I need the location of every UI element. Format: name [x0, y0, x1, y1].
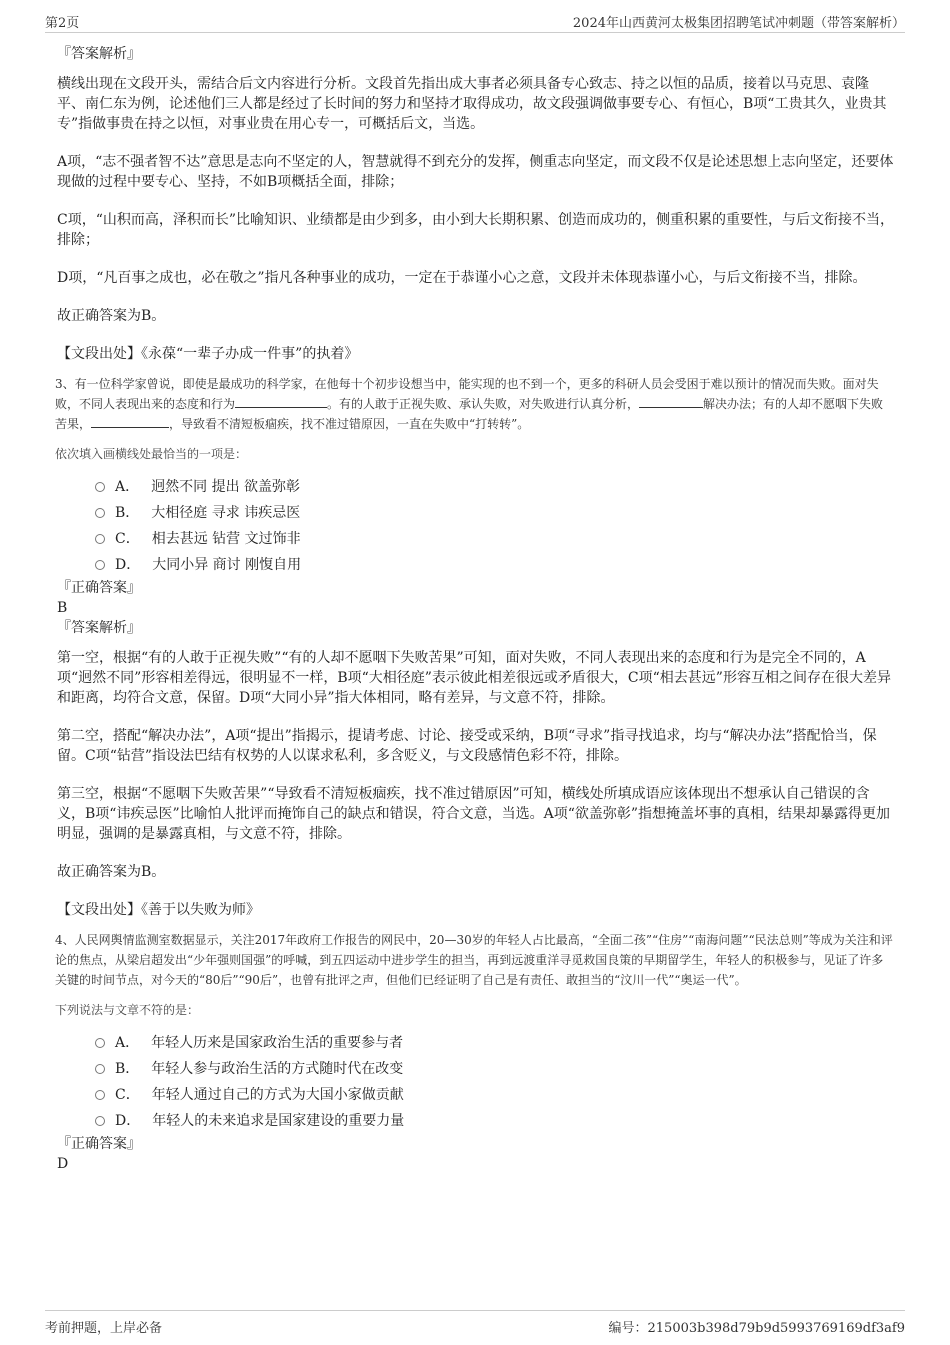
document-code: 编号：215003b398d79b9d5993769169df3af9 [608, 1321, 905, 1336]
correct-answer: D [57, 1156, 69, 1172]
document-title: 2024年山西黄河太极集团招聘笔试冲刺题（带答案解析） [572, 16, 905, 31]
page-footer [45, 1310, 905, 1341]
radio-icon[interactable] [95, 560, 105, 570]
source-citation: 【文段出处】《永葆“一辈子办成一件事”的执着》 [57, 346, 359, 362]
radio-icon[interactable] [95, 1116, 105, 1126]
page-number: 第2页 [45, 16, 80, 31]
radio-icon[interactable] [95, 534, 105, 544]
blank-3 [91, 415, 169, 428]
radio-icon[interactable] [95, 1064, 105, 1074]
conclusion: 故正确答案为B。 [57, 308, 166, 324]
question-4-prompt: 下列说法与文章不符的是： [55, 1003, 200, 1017]
option-c[interactable]: C． 相去甚远 钻营 文过饰非 [95, 526, 895, 552]
radio-icon[interactable] [95, 1090, 105, 1100]
analysis-paragraph: 第二空，搭配“解决办法”，A项“提出”指揭示，提请考虑、讨论、接受或采纳，B项“寻求”指寻找追求，均与“解决办法”搭配恰当，保留。C项“钻营”指设法巴结有权势的人以谋求私利，多含贬义，与文段感情色彩不符，排除。 [57, 728, 877, 764]
analysis-paragraph: 第三空，根据“不愿咽下失败苦果”“导致看不清短板痼疾，找不准过错原因”可知，横线处所填成语应该体现出不想承认自己错误的含义，B项“讳疾忌医”比喻怕人批评而掩饰自己的缺点和错误，符合文意，当选。A项“欲盖弥彰”指想掩盖坏事的真相，结果却暴露得更加明显，强调的是暴露真相，与文意不符，排除。 [57, 786, 891, 842]
analysis-paragraph: C项，“山积而高，泽积而长”比喻知识、业绩都是由少到多，由小到大长期积累、创造而成功的，侧重积累的重要性，与后文衔接不当，排除； [57, 212, 895, 248]
answer-label: 『正确答案』 [57, 580, 141, 596]
radio-icon[interactable] [95, 508, 105, 518]
question-4-options [95, 1030, 895, 1134]
blank-1 [235, 395, 327, 408]
answer-label: 『正确答案』 [57, 1136, 141, 1152]
option-b[interactable]: B． 年轻人参与政治生活的方式随时代在改变 [95, 1056, 895, 1082]
question-3-options [95, 474, 895, 578]
option-d[interactable]: D． 年轻人的未来追求是国家建设的重要力量 [95, 1108, 895, 1134]
analysis-paragraph: A项，“志不强者智不达”意思是志向不坚定的人，智慧就得不到充分的发挥，侧重志向坚定，而文段不仅是论述思想上志向坚定，还要体现做的过程中要专心、坚持，不如B项概括全面，排除； [57, 154, 894, 190]
option-b[interactable]: B． 大相径庭 寻求 讳疾忌医 [95, 500, 895, 526]
analysis-paragraph: D项，“凡百事之成也，必在敬之”指凡各种事业的成功，一定在于恭谨小心之意，文段并未体现恭谨小心，与后文衔接不当，排除。 [57, 270, 867, 286]
question-3-stem: 3、有一位科学家曾说，即使是最成功的科学家，在他每十个初步设想当中，能实现的也不到一个，更多的科研人员会受困于难以预计的情况而失败。面对失败，不同人表现出来的态度和行为 。有的人敢于正视失败、承认失败，对失败进行认真分析， 解决办法；有的人却不愿咽下失败苦果， ，导致看不清短板痼疾，找不准过错原因，一直在失败中“打转转”。 [55, 377, 884, 431]
option-d[interactable]: D． 大同小异 商讨 刚愎自用 [95, 552, 895, 578]
question-3-prompt: 依次填入画横线处最恰当的一项是： [55, 447, 248, 461]
option-a[interactable]: A． 年轻人历来是国家政治生活的重要参与者 [95, 1030, 895, 1056]
page-header [45, 0, 905, 33]
blank-2 [639, 395, 703, 408]
analysis-paragraph: 第一空，根据“有的人敢于正视失败”“有的人却不愿咽下失败苦果”可知，面对失败，不同人表现出来的态度和行为是完全不同的，A项“迥然不同”形容相差得远，很明显不一样，B项“大相径庭”表示彼此相差很远或矛盾很大，C项“相去甚远”形容互相之间存在很大差异和距离，均符合文意，保留。D项“大同小异”指大体相同，略有差异，与文意不符，排除。 [57, 650, 891, 706]
correct-answer: B [57, 600, 68, 616]
option-c[interactable]: C． 年轻人通过自己的方式为大国小家做贡献 [95, 1082, 895, 1108]
footer-slogan: 考前押题，上岸必备 [45, 1321, 163, 1336]
analysis-label: 『答案解析』 [57, 46, 141, 62]
document-body [57, 44, 895, 1174]
radio-icon[interactable] [95, 482, 105, 492]
conclusion: 故正确答案为B。 [57, 864, 166, 880]
analysis-paragraph: 横线出现在文段开头，需结合后文内容进行分析。文段首先指出成大事者必须具备专心致志、持之以恒的品质，接着以马克思、袁隆平、南仁东为例，论述他们三人都是经过了长时间的努力和坚持才取得成功，故文段强调做事要专心、有恒心，B项“工贵其久，业贵其专”指做事贵在持之以恒，对事业贵在用心专一，可概括后文，当选。 [57, 76, 887, 132]
radio-icon[interactable] [95, 1038, 105, 1048]
option-a[interactable]: A． 迥然不同 提出 欲盖弥彰 [95, 474, 895, 500]
source-citation: 【文段出处】《善于以失败为师》 [57, 902, 260, 918]
analysis-label: 『答案解析』 [57, 620, 141, 636]
question-4-stem: 4、人民网舆情监测室数据显示，关注2017年政府工作报告的网民中，20—30岁的年轻人占比最高，“全面二孩”“住房”“南海问题”“民法总则”等成为关注和评论的焦点，从梁启超发出“少年强则国强”的呼喊，到五四运动中进步学生的担当，再到远渡重洋寻觅救国良策的早期留学生，年轻人的积极参与，见证了许多关键的时间节点，对今天的“80后”“90后”，也曾有批评之声，但他们已经证明了自己是有责任、敢担当的“汶川一代”“奥运一代”。 [55, 933, 893, 987]
